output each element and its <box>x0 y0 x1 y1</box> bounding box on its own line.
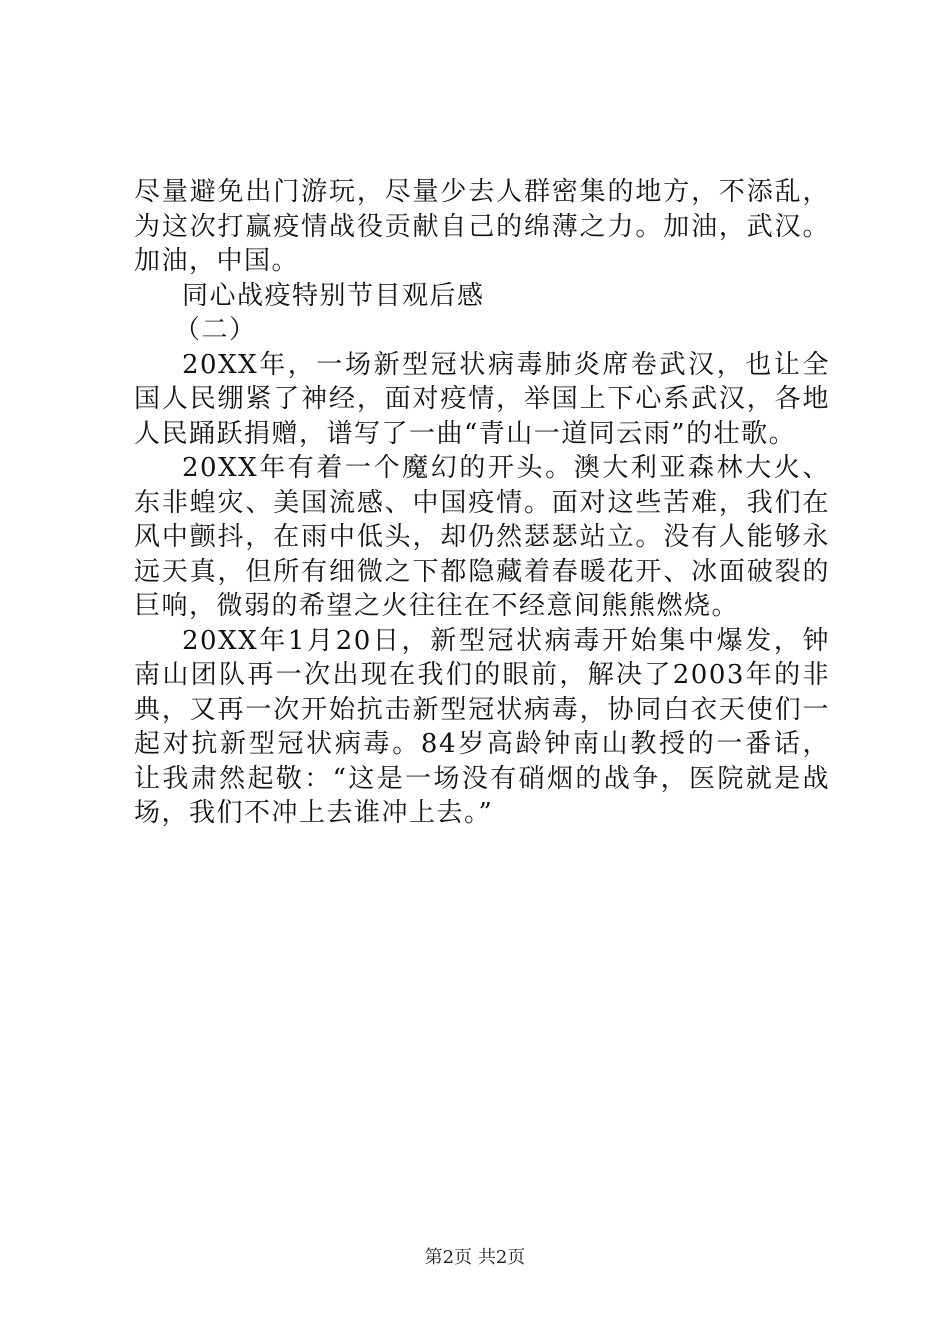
paragraph: 20XX年有着一个魔幻的开头。澳大利亚森林大火、东非蝗灾、美国流感、中国疫情。面对这些苦难，我们在风中颤抖，在雨中低头，却仍然瑟瑟站立。没有人能够永远天真，但所有细微之下都隐藏着春暖花开、冰面破裂的巨响，微弱的希望之火往往在不经意间熊熊燃烧。 <box>134 453 830 621</box>
section-title: 同心战疫特别节目观后感 <box>182 280 485 311</box>
page-footer: 第2页 共2页 <box>424 1247 526 1268</box>
section-number: （二） <box>174 315 257 345</box>
paragraph: 20XX年，一场新型冠状病毒肺炎席卷武汉，也让全国人民绷紧了神经，面对疫情，举国上下心系武汉，各地人民踊跃捐赠，谱写了一曲“青山一道同云雨”的壮歌。 <box>134 349 830 449</box>
paragraph-continuation: 尽量避免出门游玩，尽量少去人群密集的地方，不添乱，为这次打赢疫情战役贡献自己的绵薄之力。加油，武汉。加油，中国。 <box>134 177 830 276</box>
document-body <box>134 175 830 831</box>
paragraph: 20XX年1月20日，新型冠状病毒开始集中爆发，钟南山团队再一次出现在我们的眼前，解决了2003年的非典，又再一次开始抗击新型冠状病毒，协同白衣天使们一起对抗新型冠状病毒。84岁高龄钟南山教授的一番话，让我肃然起敬：“这是一场没有硝烟的战争，医院就是战场，我们不冲上去谁冲上去。” <box>134 625 830 828</box>
